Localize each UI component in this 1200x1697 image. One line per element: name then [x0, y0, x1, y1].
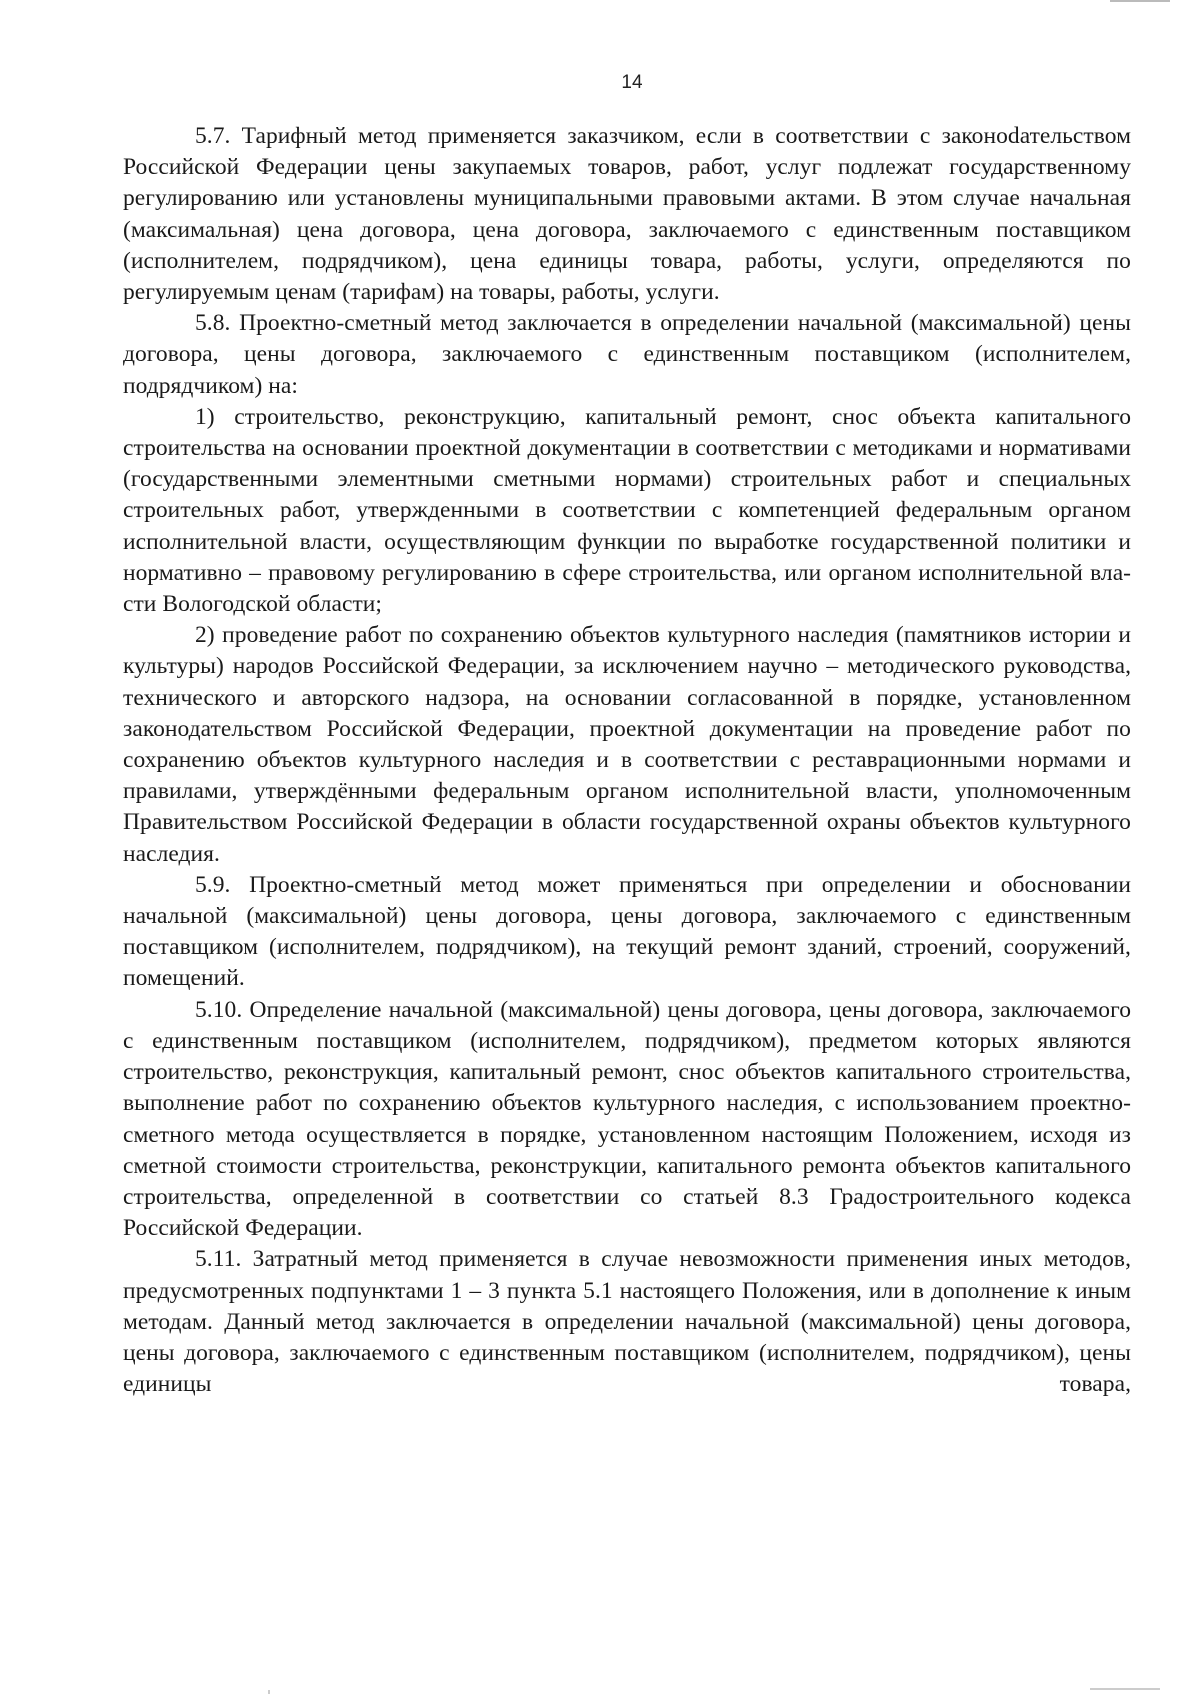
document-body	[123, 121, 1131, 1400]
paragraph-5-7: 5.7. Тарифный метод применяется заказчиком, если в соответствии с законоdательством Российской Федерации цены закупаемых товаров, работ, услуг подлежат государственному регулированию или установлены муниципальными правовыми актами. В этом случае начальная (максимальная) цена договора, цена договора, заключаемого с единственным поставщиком (исполнителем, подрядчиком), цена единицы товара, работы, услуги, определяются по регулируемым ценам (тарифам) на товары, работы, услуги.	[123, 123, 1131, 306]
paragraph-5-9: 5.9. Проектно-сметный метод может применяться при определении и обосновании начальной (максимальной) цены договора, цены договора, заключаемого с единственным поставщиком (исполнителем, подрядчиком), на текущий ремонт зданий, строений, сооружений, помещений.	[123, 871, 1131, 992]
scan-artifact-top	[1110, 0, 1170, 2]
scan-artifact-bottom-right	[1090, 1688, 1160, 1690]
subparagraph-5-8-1: 1) строительство, реконструкцию, капитальный ремонт, снос объекта капитального строительства на основании проектной документации в соответствии с методиками и нормативами (государственными элементными сметными нормами) строительных работ и специальных строительных работ, утвержденными в соответствии с компетенцией федеральным органом исполнительной власти, осуществляющим функции по выработке государственной политики и нормативно – правовому регулированию в сфере строительства, или органом исполнительной власти Вологодской области;	[123, 403, 1131, 618]
paragraph-5-11: 5.11. Затратный метод применяется в случае невозможности применения иных методов, предусмотренных подпунктами 1 – 3 пункта 5.1 настоящего Положения, или в дополнение к иным методам. Данный метод заключается в определении начальной (максимальной) цены договора, цены договора, заключаемого с единственным поставщиком (исполнителем, подрядчиком), цены единицы товара,	[123, 1246, 1131, 1398]
paragraph-5-8: 5.8. Проектно-сметный метод заключается в определении начальной (максимальной) цены договора, цены договора, заключаемого с единственным поставщиком (исполнителем, подрядчиком) на:	[123, 310, 1131, 399]
page-number: 14	[621, 72, 643, 93]
paragraph-5-10: 5.10. Определение начальной (максимальной) цены договора, цены договора, заключаемого с единственным поставщиком (исполнителем, подрядчиком), предметом которых являются строительство, реконструкция, капитальный ремонт, снос объектов капитального строительства, выполнение работ по сохранению объектов культурного наследия, с использованием проектно-сметного метода осуществляется в порядке, установленном настоящим Положением, исходя из сметной стоимости строительства, реконструкции, капитального ремонта объектов капитального строительства, определенной в соответствии со статьей 8.3 Градостроительного кодекса Российской Федерации.	[123, 996, 1131, 1242]
scan-artifact-bottom-left	[268, 1690, 270, 1694]
subparagraph-5-8-2: 2) проведение работ по сохранению объектов культурного наследия (памятников истории и культуры) народов Российской Федерации, за исключением научно – методического руководства, технического и авторского надзора, на основании согласованной в порядке, установленном законодательством Российской Федерации, проектной документации на проведение работ по сохранению объектов культурного наследия и в соответствии с реставрационными нормами и правилами, утверждёнными федеральным органом исполнительной власти, уполномоченным Правительством Российской Федерации в области государственной охраны объектов культурного наследия.	[123, 622, 1131, 867]
